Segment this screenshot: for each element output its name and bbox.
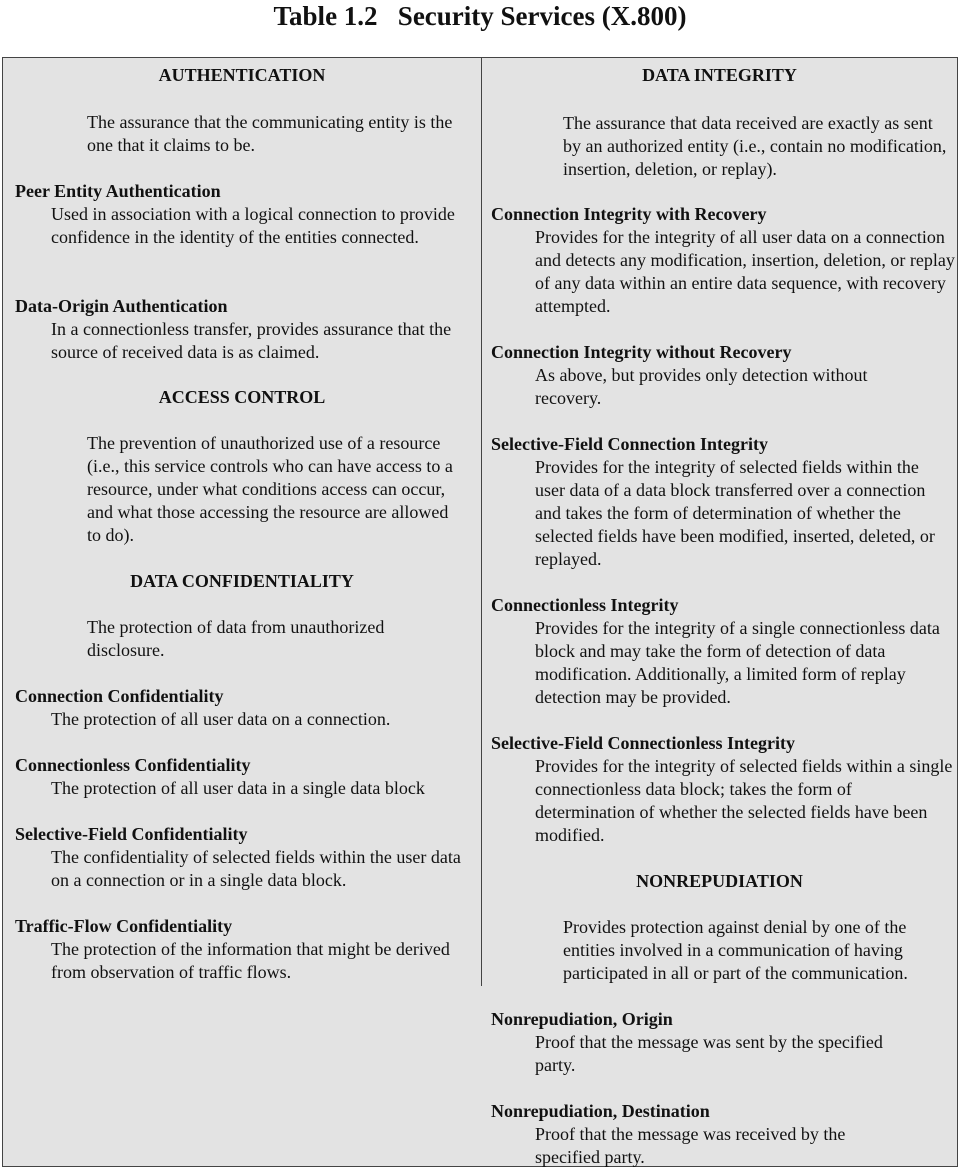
nonrepudiation-destination-title: Nonrepudiation, Destination (491, 1101, 710, 1121)
section-heading-nonrepudiation: NONREPUDIATION (636, 871, 803, 891)
connectionless-integrity-title: Connectionless Integrity (491, 595, 679, 615)
nonrepudiation-origin-title: Nonrepudiation, Origin (491, 1009, 673, 1029)
peer-entity-authentication-desc: Used in association with a logical connection to provide confidence in the identity of the entities connected. (51, 204, 455, 247)
access-control-intro: The prevention of unauthorized use of a resource (i.e., this service controls who can have access to a resource, under what conditions access can occur, and what those accessing the resource are allowed to do). (87, 433, 453, 545)
connection-integrity-with-recovery-desc: Provides for the integrity of all user data on a connection and detects any modification, insertion, deletion, or replay of any data within an entire data sequence, with recovery attempted. (535, 227, 955, 316)
peer-entity-authentication-title: Peer Entity Authentication (15, 181, 221, 201)
data-origin-authentication-title: Data-Origin Authentication (15, 296, 228, 316)
data-origin-authentication-desc: In a connectionless transfer, provides assurance that the source of received data is as claimed. (51, 319, 452, 362)
selective-field-connection-integrity-desc: Provides for the integrity of selected fields within the user data of a data block transferred over a connection and takes the form of determination of whether the selected fields have been modified, inserted, deleted, or replayed. (535, 457, 935, 569)
connection-integrity-without-recovery-desc: As above, but provides only detection without recovery. (535, 365, 868, 408)
selective-field-confidentiality-desc: The confidentiality of selected fields within the user data on a connection or in a single data block. (51, 847, 461, 890)
nonrepudiation-destination-desc: Proof that the message was received by the specified party. (535, 1124, 846, 1167)
nonrepudiation-origin-desc: Proof that the message was sent by the specified party. (535, 1032, 883, 1075)
authentication-intro: The assurance that the communicating entity is the one that it claims to be. (87, 112, 453, 155)
traffic-flow-confidentiality-title: Traffic-Flow Confidentiality (15, 916, 233, 936)
connection-confidentiality-desc: The protection of all user data on a connection. (51, 709, 391, 729)
traffic-flow-confidentiality-desc: The protection of the information that might be derived from observation of traffic flows. (51, 939, 450, 982)
column-divider (481, 58, 482, 986)
nonrepudiation-intro: Provides protection against denial by one of the entities involved in a communication of having participated in all or part of the communication. (563, 917, 908, 983)
connectionless-integrity-desc: Provides for the integrity of a single connectionless data block and may take the form of detection of data modification. Additionally, a limited form of replay detection may be provided. (535, 618, 940, 707)
data-confidentiality-intro: The protection of data from unauthorized disclosure. (87, 617, 385, 660)
selective-field-connectionless-integrity-title: Selective-Field Connectionless Integrity (491, 733, 795, 753)
selective-field-connectionless-integrity-desc: Provides for the integrity of selected fields within a single connectionless data block; takes the form of determination of whether the selected fields have been modified. (535, 756, 953, 845)
connection-integrity-without-recovery-title: Connection Integrity without Recovery (491, 342, 792, 362)
page-title: Table 1.2 Security Services (X.800) (273, 1, 687, 31)
section-heading-data-confidentiality: DATA CONFIDENTIALITY (130, 571, 354, 591)
security-services-table (2, 57, 958, 1167)
section-heading-authentication: AUTHENTICATION (158, 65, 326, 85)
section-heading-data-integrity: DATA INTEGRITY (642, 65, 797, 85)
section-heading-access-control: ACCESS CONTROL (158, 387, 326, 407)
selective-field-confidentiality-title: Selective-Field Confidentiality (15, 824, 248, 844)
connectionless-confidentiality-desc: The protection of all user data in a single data block (51, 778, 425, 798)
data-integrity-intro: The assurance that data received are exactly as sent by an authorized entity (i.e., contain no modification, insertion, deletion, or replay). (563, 113, 947, 179)
connection-integrity-with-recovery-title: Connection Integrity with Recovery (491, 204, 767, 224)
connection-confidentiality-title: Connection Confidentiality (15, 686, 224, 706)
selective-field-connection-integrity-title: Selective-Field Connection Integrity (491, 434, 768, 454)
connectionless-confidentiality-title: Connectionless Confidentiality (15, 755, 251, 775)
